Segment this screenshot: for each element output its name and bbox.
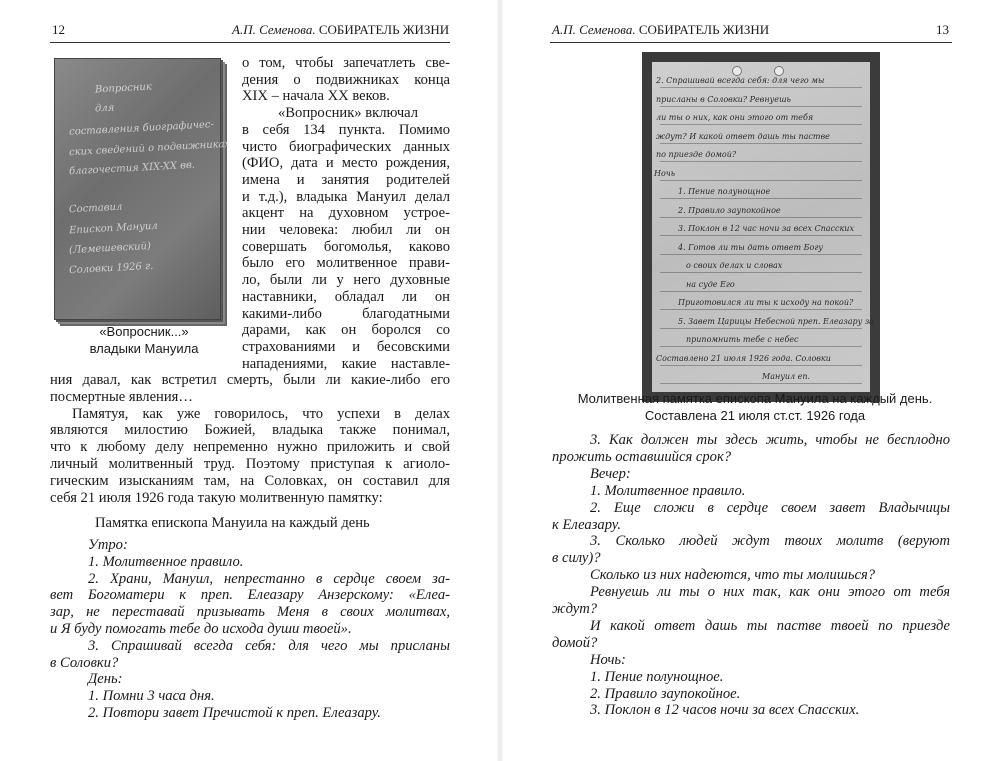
right-page [500,0,1000,761]
note-handwriting: присланы в Соловки? Ревнуешь [656,94,791,104]
text-line: было его молитвенное прави- [242,255,450,272]
text-line: посмертные явления… [50,388,193,405]
ruled-line [660,235,862,236]
note-handwriting: 5. Завет Царицы Небесной преп. Елеазару за [678,316,874,326]
text-line: личный молитвенный труд. Поэтому приступая к агиоло- [50,456,450,472]
text-line: И какой ответ дашь ты пастве твоей по приезде [590,617,950,634]
ruled-line [660,143,862,144]
ruled-line [660,124,862,125]
ruled-line [660,217,862,218]
text-line: о том, чтобы запечатлеть све- [242,55,450,71]
running-head-title: СОБИРАТЕЛЬ ЖИЗНИ [318,22,450,37]
text-line: в силу)? [552,550,601,567]
cover-handwriting: Епископ Мануил [68,220,159,237]
note-handwriting: по приезде домой? [656,150,737,159]
text-line: что к любому делу непременно нужно приложить и свой [50,439,450,456]
text-line: Памятуя, как уже говорилось, что успехи в делах [72,405,450,422]
note-handwriting: на суде Его [686,279,735,289]
ruled-line [660,180,862,181]
ruled-line [660,254,862,255]
figure-caption-right [555,390,955,424]
cover-handwriting: благочестия XIX-XX вв. [68,159,196,178]
figure-caption-left [60,323,228,357]
text-line: какими-либо благодатными [242,305,450,322]
text-line: Сколько из них надеются, что ты молишься? [590,567,876,584]
note-handwriting: о своих делах и словах [686,261,783,270]
questionnaire-photo [54,58,231,320]
cover-handwriting: Соловки 1926 г. [68,260,154,277]
caption-line: «Вопросник...» [99,324,189,339]
ruled-line [660,272,862,273]
note-handwriting: припомнить тебе с небес [686,335,799,344]
running-head-author: А.П. Семенова. [552,22,636,37]
note-handwriting: Мануил еп. [762,372,811,381]
caption-line: Составлена 21 июля ст.ст. 1926 года [644,408,866,423]
ruled-line [660,291,862,292]
note-handwriting: Приготовился ли ты к исходу на покой? [678,298,854,307]
text-line: Ночь: [590,651,626,668]
cover-handwriting: для [94,102,115,115]
caption-line: Молитвенная памятка епископа Мануила на каждый день. [577,391,933,406]
note-handwriting: ли ты о них, как они этого от тебя [656,113,814,122]
memo-heading: Памятка епископа Мануила на каждый день [95,515,370,531]
cover-handwriting: Составил [68,201,123,216]
header-rule [50,42,450,43]
text-line: нападениями, какие наставле- [242,355,450,372]
ruled-line [660,309,862,310]
text-line: чисто биографических данных [242,138,450,155]
memo-line: в Соловки? [50,654,119,671]
running-head [232,22,449,38]
text-line: имена и занятия родителей [242,171,450,188]
cover-handwriting: составления биографичес- [68,119,215,138]
memo-line: зар, не переставай призывать Меня в своих молитвах, [50,604,450,621]
text-line: 2. Еще сложи в сердце своем завет Владычицы [590,499,950,516]
pin-hole [732,66,742,76]
text-line: 3. Как должен ты здесь жить, чтобы не бесплодно [590,432,950,448]
text-line: домой? [552,634,598,651]
note-handwriting: 2. Спрашивай всегда себя: для чего мы [656,76,825,85]
handwritten-note [642,52,880,402]
page-number: 13 [936,22,949,37]
ruled-line [660,161,862,162]
note-handwriting: 4. Готов ли ты дать ответ Богу [678,242,823,252]
text-line: и т.д.), владыка Мануил делал [242,188,450,205]
text-line: ждут? [552,601,598,617]
ruled-line [660,365,862,366]
ruled-line [660,328,862,329]
running-head-author: А.П. Семенова. [232,22,316,37]
note-handwriting: Составлено 21 июля 1926 года. Соловки [656,353,831,363]
ruled-line [660,87,862,88]
memo-line: вет Богоматери к преп. Елеазару Анзерскому: «Елеа- [50,587,450,604]
manuscript-cover [54,58,231,320]
text-line: страхованиями и бесовскими [242,338,450,355]
running-head-title: СОБИРАТЕЛЬ ЖИЗНИ [638,22,770,37]
text-line: «Вопросник» включал [278,105,419,122]
text-line: совершать богомолья, каково [242,238,450,255]
cover-handwriting: Вопросник [94,81,153,96]
memo-line: и Я буду помогать тебе до исхода души твоей». [50,621,352,637]
ruled-line [660,346,862,347]
memo-line: 3. Спрашивай всегда себя: для чего мы присланы [88,637,450,654]
text-line: 2. Правило заупокойное. [590,685,741,702]
page-number: 12 [52,22,65,37]
prayer-memo-photo [642,52,880,402]
header-rule [550,42,952,43]
text-line: Ревнуешь ли ты о них так, как они этого от тебя [590,584,950,601]
memo-line: 2. Повтори завет Пречистой к преп. Елеазару. [88,705,381,721]
text-line: ло, были ли у него духовные [242,272,450,289]
memo-line: Утро: [88,537,128,553]
text-line: 3. Сколько людей ждут твоих молитв (веруют [590,533,950,550]
ruled-line [660,106,862,107]
text-line: в себя 134 пункта. Помимо [242,121,450,138]
ruled-line [660,383,862,384]
ruled-line [660,198,862,199]
text-line: 1. Пение полунощное. [590,668,724,685]
running-head [552,22,769,38]
caption-line: владыки Мануила [89,341,199,356]
note-handwriting: Ночь [654,168,676,178]
text-line: являются милостию Божией, владыка также понимал, [50,422,450,439]
text-line: гическим изысканиям там, на Соловках, он составил для [50,472,450,489]
text-line: прожить оставшийся срок? [552,448,732,465]
text-line: Вечер: [590,465,631,482]
memo-line: 2. Храни, Мануил, непрестанно в сердце своем за- [88,570,450,587]
memo-line: 1. Молитвенное правило. [88,553,244,570]
text-line: 1. Молитвенное правило. [590,482,746,499]
text-line: наставники, обладал ли он [242,288,450,305]
note-handwriting: ждут? И какой ответ дашь ты пастве [656,131,830,141]
text-line: к Елеазару. [552,516,621,533]
text-line: акцент на духовном устрое- [242,205,450,222]
cover-handwriting: ских сведений о подвижниках [68,138,231,159]
text-line: XIX – начала XX веков. [242,88,390,105]
memo-line: 1. Помни 3 часа дня. [88,688,215,705]
text-line: дарами, как он боролся со [242,322,450,339]
text-line: себя 21 июля 1926 года такую молитвенную памятку: [50,489,383,506]
note-handwriting: 3. Поклон в 12 час ночи за всех Спасских [678,224,854,233]
text-line: нии человека: любил ли он [242,222,450,238]
pin-hole [774,66,784,76]
text-line: (ФИО, дата и место рождения, [242,155,450,172]
text-line: дения о подвижниках конца [242,71,450,88]
note-handwriting: 2. Правило заупокойное [678,205,781,215]
text-line: ния давал, как встретил смерть, были ли какие-либо его [50,372,450,388]
text-line: 3. Поклон в 12 часов ночи за всех Спасских. [590,702,860,719]
memo-line: День: [88,671,123,688]
cover-handwriting: (Лемешевский) [68,240,152,257]
note-handwriting: 1. Пение полунощное [678,187,771,196]
